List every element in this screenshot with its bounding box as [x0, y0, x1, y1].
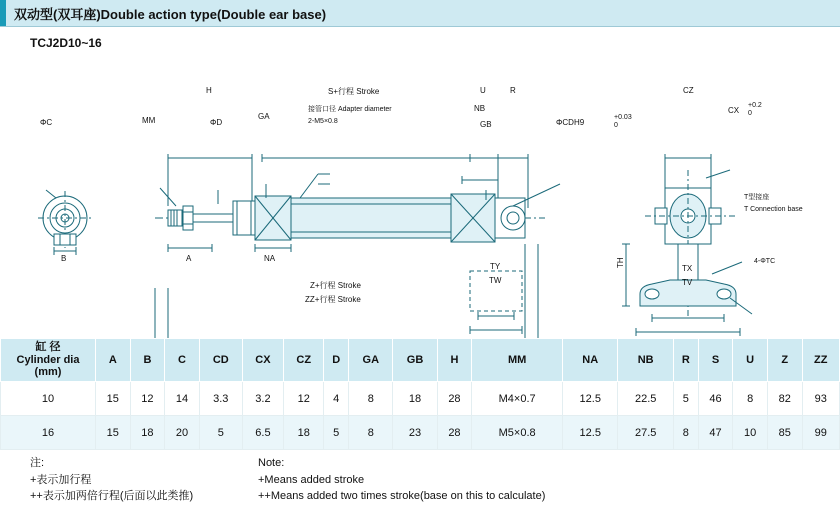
cell-gb: 23 — [393, 416, 437, 450]
col-header-c: C — [165, 339, 200, 382]
note-en-title: Note: — [258, 457, 285, 469]
table-row — [1, 416, 840, 450]
cell-cd: 3.3 — [199, 382, 242, 416]
label-cdh9-tol-upper: +0.03 — [614, 114, 632, 121]
cell-nb: 22.5 — [618, 382, 673, 416]
cell-b: 18 — [130, 416, 165, 450]
technical-drawing — [0, 58, 840, 328]
cell-d: 4 — [324, 382, 349, 416]
cell-b: 12 — [130, 382, 165, 416]
col-header-cz: CZ — [284, 339, 324, 382]
cell-d: 5 — [324, 416, 349, 450]
note-cn-2: ++表示加两倍行程(后面以此类推) — [30, 490, 194, 502]
label-phi-c: ΦC — [40, 118, 53, 127]
col-header-r: R — [673, 339, 698, 382]
cell-h: 28 — [437, 382, 472, 416]
cell-z: 85 — [767, 416, 802, 450]
cell-cz: 18 — [284, 416, 324, 450]
table-header-row — [1, 339, 840, 382]
note-en-1: +Means added stroke — [258, 473, 365, 486]
label-r: R — [510, 86, 516, 95]
label-tw: TW — [489, 276, 502, 285]
label-cx: CX — [728, 106, 740, 115]
col-header-u: U — [733, 339, 768, 382]
col-header-line3: (mm) — [34, 366, 62, 379]
label-nb: NB — [474, 104, 486, 113]
label-mm: MM — [142, 116, 156, 125]
cell-u: 8 — [733, 382, 768, 416]
cell-mm: M5×0.8 — [472, 416, 563, 450]
cell-r: 8 — [673, 416, 698, 450]
col-header-gb: GB — [393, 339, 437, 382]
model-code: TCJ2D10~16 — [30, 36, 102, 50]
label-a: A — [186, 254, 192, 263]
col-header-mm: MM — [472, 339, 563, 382]
label-cdh9-tol-lower: 0 — [614, 122, 618, 129]
col-header-cylinder-dia — [1, 339, 96, 382]
cell-zz: 93 — [802, 382, 839, 416]
cell-a: 15 — [96, 416, 131, 450]
label-t-base-en: T Connection base — [744, 206, 803, 213]
cell-a: 15 — [96, 382, 131, 416]
page-header — [0, 0, 840, 27]
col-header-z: Z — [767, 339, 802, 382]
cell-dia: 10 — [1, 382, 96, 416]
cell-ga: 8 — [349, 382, 393, 416]
cell-nb: 27.5 — [618, 416, 673, 450]
label-u: U — [480, 86, 486, 95]
label-ty: TY — [490, 262, 501, 271]
cell-zz: 99 — [802, 416, 839, 450]
header-accent-bar — [0, 0, 6, 26]
cell-ga: 8 — [349, 416, 393, 450]
label-tx: TX — [682, 264, 693, 273]
cell-c: 20 — [165, 416, 200, 450]
label-h: H — [206, 86, 212, 95]
col-header-line2: Cylinder dia — [16, 353, 80, 366]
col-header-d: D — [324, 339, 349, 382]
spec-table-wrap — [0, 338, 840, 450]
label-adapter-diameter: 接管口径 Adapter diameter — [308, 106, 392, 113]
col-header-zz: ZZ — [802, 339, 839, 382]
note-cn-title: 注: — [30, 457, 45, 469]
label-t-base-cn: T型接座 — [744, 194, 770, 201]
cell-dia: 16 — [1, 416, 96, 450]
label-z-stroke: Z+行程 Stroke — [310, 281, 361, 290]
cell-cd: 5 — [199, 416, 242, 450]
page-title: 双动型(双耳座)Double action type(Double ear base) — [14, 7, 327, 22]
label-stroke-s: S+行程 Stroke — [328, 87, 380, 96]
table-row — [1, 382, 840, 416]
label-cx-tol-upper: +0.2 — [748, 102, 762, 109]
label-cz: CZ — [683, 86, 694, 95]
label-b: B — [61, 254, 67, 263]
col-header-nb: NB — [618, 339, 673, 382]
note-en-2: ++Means added two times stroke(base on this to calculate) — [258, 490, 546, 502]
label-phi-d: ΦD — [210, 118, 223, 127]
col-header-cd: CD — [199, 339, 242, 382]
label-gb: GB — [480, 120, 492, 129]
cell-cx: 3.2 — [242, 382, 284, 416]
label-tv: TV — [682, 278, 693, 287]
drawing-vectors — [0, 58, 840, 328]
cell-na: 12.5 — [563, 382, 618, 416]
cell-mm: M4×0.7 — [472, 382, 563, 416]
col-header-ga: GA — [349, 339, 393, 382]
cell-cx: 6.5 — [242, 416, 284, 450]
cell-h: 28 — [437, 416, 472, 450]
label-zz-stroke: ZZ+行程 Stroke — [305, 295, 361, 304]
col-header-a: A — [96, 339, 131, 382]
cell-cz: 12 — [284, 382, 324, 416]
col-header-na: NA — [563, 339, 618, 382]
label-ga: GA — [258, 112, 270, 121]
cell-gb: 18 — [393, 382, 437, 416]
label-phi-cdh9: ΦCDH9 — [556, 118, 585, 127]
col-header-line1: 缸 径 — [35, 341, 61, 354]
cell-r: 5 — [673, 382, 698, 416]
cell-na: 12.5 — [563, 416, 618, 450]
cell-s: 47 — [698, 416, 733, 450]
cell-u: 10 — [733, 416, 768, 450]
label-cx-tol-lower: 0 — [748, 110, 752, 117]
cell-c: 14 — [165, 382, 200, 416]
notes-chinese — [30, 455, 193, 505]
spec-table — [0, 338, 840, 450]
note-cn-1: +表示加行程 — [30, 473, 92, 486]
col-header-h: H — [437, 339, 472, 382]
label-tc-holes: 4-ΦTC — [754, 258, 776, 265]
col-header-b: B — [130, 339, 165, 382]
label-na: NA — [264, 254, 276, 263]
cell-s: 46 — [698, 382, 733, 416]
notes-english — [258, 455, 545, 505]
cell-z: 82 — [767, 382, 802, 416]
col-header-cx: CX — [242, 339, 284, 382]
label-port-thread: 2-M5×0.8 — [308, 118, 338, 125]
col-header-s: S — [698, 339, 733, 382]
label-th: TH — [616, 257, 625, 268]
